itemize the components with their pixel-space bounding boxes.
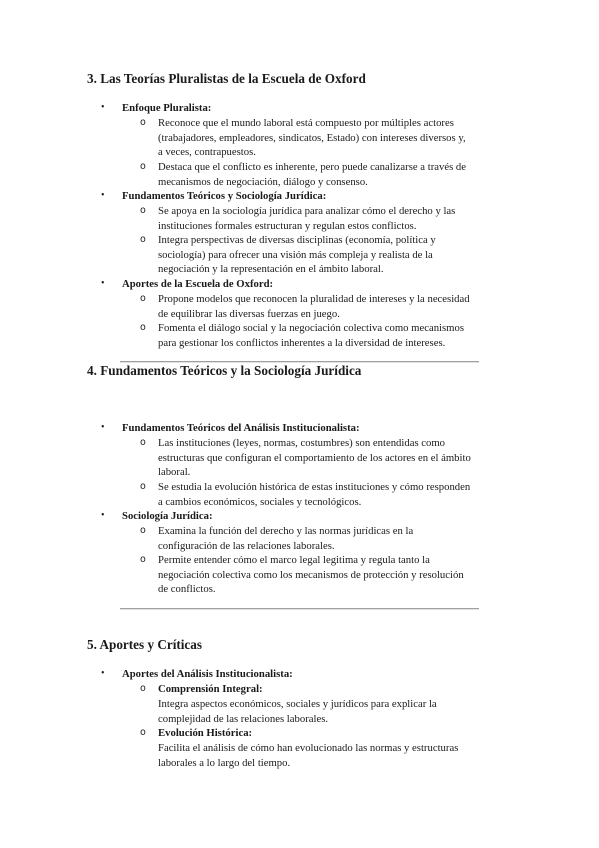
circle-bullet-icon: o bbox=[140, 293, 146, 304]
subitem-text: Propone modelos que reconocen la pluralidad de intereses y la necesidad de equilibrar las diversas fuerzas en juego. bbox=[158, 293, 470, 320]
subitem-text: Integra perspectivas de diversas disciplinas (economía, política y sociología) para ofrecer una visión más compleja y realista de la negociación y la representación en el ámbito laboral. bbox=[158, 234, 436, 276]
section-title-fundamentos: 4. Fundamentos Teóricos y la Sociología Jurídica bbox=[87, 363, 362, 378]
item-label-aportes-institucionalista: Aportes del Análisis Institucionalista: bbox=[122, 668, 293, 680]
bullet-icon: • bbox=[101, 190, 105, 201]
circle-bullet-icon: o bbox=[140, 554, 146, 565]
item-label-aportes-oxford: Aportes de la Escuela de Oxford: bbox=[122, 278, 274, 290]
subitem-text: Integra aspectos económicos, sociales y jurídicos para explicar la complejidad de las relaciones laborales. bbox=[158, 698, 437, 725]
subitem-heading: Evolución Histórica: bbox=[158, 727, 253, 739]
subitem-text: Fomenta el diálogo social y la negociación colectiva como mecanismos para gestionar los conflictos inherentes a la diversidad de intereses. bbox=[158, 322, 464, 349]
bullet-icon: • bbox=[101, 510, 105, 521]
subitem-text: Examina la función del derecho y las normas jurídicas en la configuración de las relaciones laborales. bbox=[158, 525, 414, 552]
item-label-sociologia: Sociología Jurídica: bbox=[122, 510, 213, 522]
bullet-icon: • bbox=[101, 278, 105, 289]
subitem-text: Permite entender cómo el marco legal legitima y regula tanto la negociación colectiva como los mecanismos de protección y resolución de conflictos. bbox=[158, 554, 464, 596]
circle-bullet-icon: o bbox=[140, 117, 146, 128]
circle-bullet-icon: o bbox=[140, 525, 146, 536]
section-title-aportes: 5. Aportes y Críticas bbox=[87, 637, 203, 652]
item-label-fundamentos: Fundamentos Teóricos y Sociología Jurídica: bbox=[122, 190, 327, 202]
section-title-oxford: 3. Las Teorías Pluralistas de la Escuela de Oxford bbox=[87, 71, 366, 86]
bullet-icon: • bbox=[101, 422, 105, 433]
bullet-icon: • bbox=[101, 102, 105, 113]
circle-bullet-icon: o bbox=[140, 727, 146, 738]
horizontal-divider bbox=[120, 608, 479, 610]
subitem-text: Facilita el análisis de cómo han evolucionado las normas y estructuras laborales a lo largo del tiempo. bbox=[158, 742, 459, 769]
subitem-heading: Comprensión Integral: bbox=[158, 683, 263, 695]
item-label-enfoque: Enfoque Pluralista: bbox=[122, 102, 212, 114]
circle-bullet-icon: o bbox=[140, 205, 146, 216]
item-label-fundamentos-institucionalista: Fundamentos Teóricos del Análisis Institucionalista: bbox=[122, 422, 360, 434]
subitem-text: Las instituciones (leyes, normas, costumbres) son entendidas como estructuras que configuran el comportamiento de los actores en el ámbito laboral. bbox=[158, 437, 471, 479]
subitem-text: Se estudia la evolución histórica de estas instituciones y cómo responden a cambios económicos, sociales y tecnológicos. bbox=[158, 481, 471, 508]
circle-bullet-icon: o bbox=[140, 437, 146, 448]
subitem-text: Se apoya en la sociología jurídica para analizar cómo el derecho y las instituciones formales estructuran y regulan estos conflictos. bbox=[158, 205, 456, 232]
bullet-icon: • bbox=[101, 668, 105, 679]
circle-bullet-icon: o bbox=[140, 161, 146, 172]
circle-bullet-icon: o bbox=[140, 481, 146, 492]
circle-bullet-icon: o bbox=[140, 683, 146, 694]
circle-bullet-icon: o bbox=[140, 234, 146, 245]
subitem-text: Reconoce que el mundo laboral está compuesto por múltiples actores (trabajadores, empleadores, sindicatos, Estado) con intereses diversos y, a veces, contrapuestos. bbox=[158, 117, 466, 159]
subitem-text: Destaca que el conflicto es inherente, pero puede canalizarse a través de mecanismos de negociación, diálogo y consenso. bbox=[158, 161, 466, 188]
circle-bullet-icon: o bbox=[140, 322, 146, 333]
